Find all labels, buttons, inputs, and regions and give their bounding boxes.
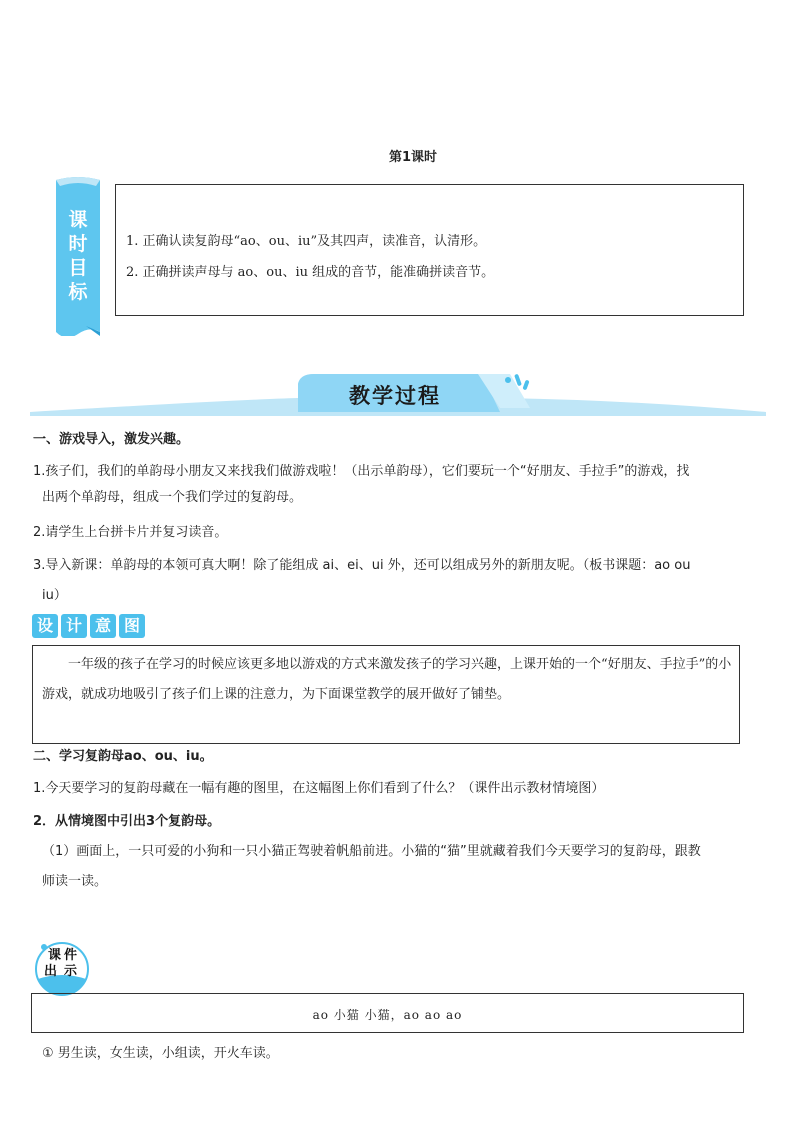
objective-item: 1. 正确认读复韵母“ao、ou、iu”及其四声，读准音，认清形。	[126, 234, 487, 249]
part2-paragraph: 1.今天要学习的复韵母藏在一幅有趣的图里，在这幅图上你们看到了什么？（课件出示教材情境图）	[33, 781, 605, 796]
part1-heading: 一、游戏导入，激发兴趣。	[33, 432, 190, 447]
ribbon-char: 时	[68, 233, 88, 255]
lesson-title: 第1课时	[388, 150, 438, 165]
courseware-icon-char: 件	[64, 948, 78, 963]
part1-paragraph: iu）	[42, 588, 67, 603]
tag-char: 图	[119, 614, 145, 638]
part2-paragraph: 师读一读。	[42, 874, 108, 889]
part1-paragraph: 出两个单韵母，组成一个我们学过的复韵母。	[42, 490, 303, 505]
design-intent-tag	[32, 614, 148, 638]
tag-char: 计	[61, 614, 87, 638]
ribbon-char: 目	[68, 257, 88, 279]
section-banner-title: 教学过程	[349, 384, 441, 408]
part1-paragraph: 2.请学生上台拼卡片并复习读音。	[33, 525, 228, 540]
courseware-icon-char: 示	[64, 964, 78, 979]
part1-paragraph: 3.导入新课：单韵母的本领可真大啊！除了能组成 ai、ei、ui 外，还可以组成另外的新朋友呢。（板书课题：ao ou	[33, 558, 691, 573]
part2-paragraph: 2．从情境图中引出3个复韵母。	[33, 814, 221, 829]
ribbon-char: 课	[68, 209, 88, 231]
objective-item: 2. 正确拼读声母与 ao、ou、iu 组成的音节，能准确拼读音节。	[126, 265, 495, 280]
courseware-display-text: ao 小猫 小猫，ao ao ao	[312, 1008, 463, 1022]
part2-paragraph: （1）画面上，一只可爱的小狗和一只小猫正驾驶着帆船前进。小猫的“猫”里就藏着我们今天要学习的复韵母，跟教	[42, 844, 701, 859]
objective-box	[115, 184, 744, 316]
objective-ribbon-label	[60, 208, 96, 304]
design-intent-text: 一年级的孩子在学习的时候应该更多地以游戏的方式来激发孩子的学习兴趣，上课开始的一个“好朋友、手拉手”的小游戏，就成功地吸引了孩子们上课的注意力，为下面课堂教学的展开做好了铺垫。	[42, 657, 732, 702]
courseware-note: ① 男生读，女生读，小组读，开火车读。	[42, 1046, 279, 1061]
tag-char: 设	[32, 614, 58, 638]
tag-char: 意	[90, 614, 116, 638]
part2-heading: 二、学习复韵母ao、ou、iu。	[33, 749, 213, 764]
ribbon-char: 标	[68, 281, 88, 303]
part1-paragraph: 1.孩子们，我们的单韵母小朋友又来找我们做游戏啦！（出示单韵母），它们要玩一个“好朋友、手拉手”的游戏，找	[33, 464, 690, 479]
courseware-icon	[32, 937, 92, 997]
courseware-icon-char: 课	[48, 948, 62, 963]
courseware-icon-char: 出	[44, 964, 58, 979]
